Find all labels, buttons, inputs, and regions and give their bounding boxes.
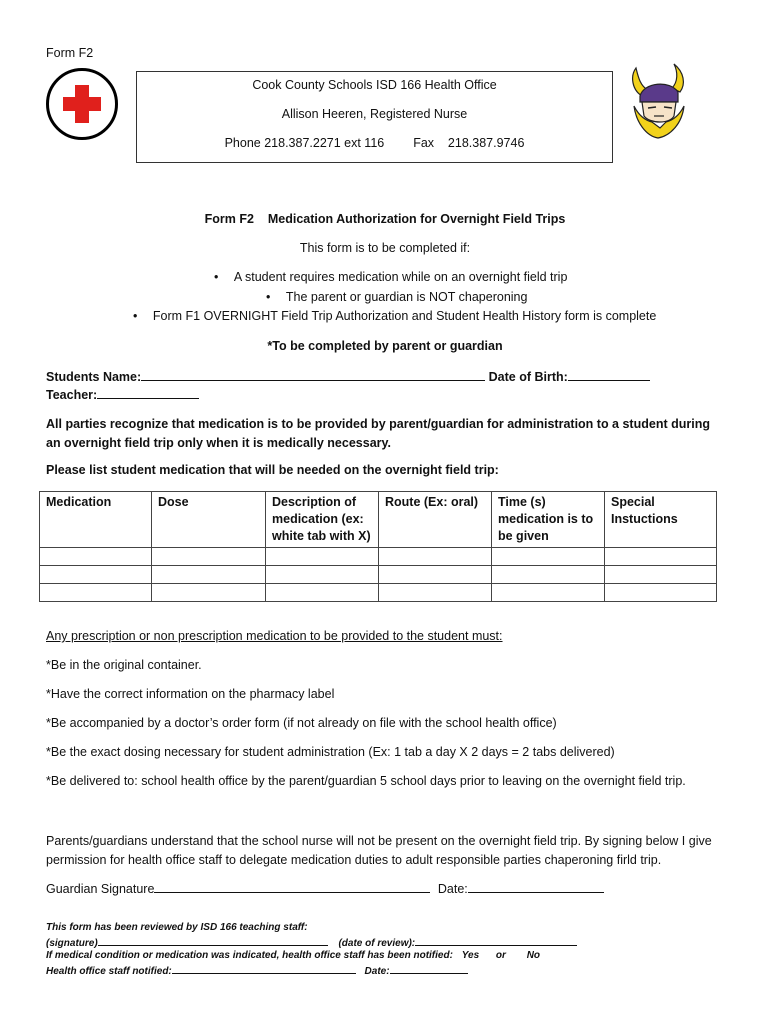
footer-staff-label: Health office staff notified: [46,966,172,977]
header-route: Route (Ex: oral) [379,492,492,548]
requirement-item: *Be the exact dosing necessary for student administration (Ex: 1 tab a day X 2 days = 2 tabs delivered) [46,745,615,759]
footer-yes-option[interactable]: Yes [461,950,480,961]
table-row [40,548,717,566]
table-cell[interactable] [492,566,605,584]
table-cell[interactable] [152,584,266,602]
table-cell[interactable] [605,548,717,566]
footer-signature-row [46,936,577,949]
requirement-item: *Be delivered to: school health office by the parent/guardian 5 school days prior to leaving on the overnight field trip. [46,774,686,788]
red-cross-icon [46,68,118,140]
header-nurse: Allison Heeren, Registered Nurse [281,107,468,121]
condition-item: • Form F1 OVERNIGHT Field Trip Authorization and Student Health History form is complete [133,309,657,323]
footer-signature-label: (signature) [46,938,98,949]
footer-staff-field[interactable] [172,964,356,974]
requirements-heading: Any prescription or non prescription medication to be provided to the student must: [46,629,503,643]
statement: All parties recognize that medication is to be provided by parent/guardian for administration to a student during an overnight field trip only when it is medically necessary. [46,417,710,450]
requirement-item: *Be in the original container. [46,658,202,672]
table-cell[interactable] [605,584,717,602]
teacher-row [46,386,199,402]
condition-item: • A student requires medication while on an overnight field trip [214,270,568,284]
table-cell[interactable] [605,566,717,584]
footer-date-field[interactable] [390,964,468,974]
table-cell[interactable] [379,566,492,584]
table-row [40,584,717,602]
bullet-icon: • [133,309,138,323]
guardian-date-label: Date: [437,882,468,896]
requirement-item: *Be accompanied by a doctor’s order form (if not already on file with the school health office) [46,716,557,730]
condition-item: • The parent or guardian is NOT chaperoning [266,290,528,304]
table-cell[interactable] [379,584,492,602]
student-name-field[interactable] [141,368,485,381]
header-special: Special Instuctions [605,492,717,548]
footer-signature-field[interactable] [98,936,328,946]
table-cell[interactable] [266,566,379,584]
requirement-item: *Have the correct information on the pharmacy label [46,687,335,701]
guardian-date-field[interactable] [468,880,604,893]
table-cell[interactable] [40,548,152,566]
student-name-label: Students Name: [46,370,142,384]
guardian-signature-field[interactable] [154,880,430,893]
dob-label: Date of Birth: [488,370,568,384]
table-cell[interactable] [492,548,605,566]
footer-notified-question: If medical condition or medication was indicated, health office staff has been notified: [46,950,453,961]
page-title: Form F2 Medication Authorization for Overnight Field Trips [204,212,566,226]
viking-mascot-icon [626,62,692,140]
header-office: Cook County Schools ISD 166 Health Office [252,78,497,92]
table-cell[interactable] [492,584,605,602]
guardian-signature-row [46,880,604,896]
teacher-label: Teacher: [46,388,98,402]
intro-text: This form is to be completed if: [299,241,471,255]
header-dose: Dose [152,492,266,548]
table-cell[interactable] [266,584,379,602]
header-description: Description of medication (ex: white tab with X) [266,492,379,548]
consent-text: Parents/guardians understand that the school nurse will not be present on the overnight field trip. By signing below I give permission for health office staff to delegate medication duties to adult responsible parties chaperoning firld trip. [46,834,712,867]
table-cell[interactable] [266,548,379,566]
list-prompt: Please list student medication that will be needed on the overnight field trip: [46,463,499,477]
table-cell[interactable] [40,566,152,584]
footer-notified-row [46,950,540,961]
table-header-row [40,492,717,548]
header-phone: Phone 218.387.2271 ext 116 [224,136,385,150]
footer-review-date-field[interactable] [415,936,577,946]
bullet-icon: • [214,270,219,284]
footer-date-label: Date: [364,966,390,977]
header-medication: Medication [40,492,152,548]
table-cell[interactable] [379,548,492,566]
teacher-field[interactable] [97,386,199,399]
medication-table [39,491,717,602]
table-cell[interactable] [152,566,266,584]
form-id: Form F2 [46,46,94,60]
table-row [40,566,717,584]
table-cell[interactable] [152,548,266,566]
dob-field[interactable] [568,368,650,381]
guardian-signature-label: Guardian Signature [46,882,155,896]
footer-or: or [495,950,506,961]
bullet-icon: • [266,290,271,304]
table-cell[interactable] [40,584,152,602]
footer-reviewed: This form has been reviewed by ISD 166 teaching staff: [46,922,308,933]
header-time: Time (s) medication is to be given [492,492,605,548]
student-name-row [46,368,650,384]
completed-by-note: *To be completed by parent or guardian [267,339,503,353]
footer-staff-row [46,964,468,977]
footer-review-date-label: (date of review): [338,938,416,949]
header-box [136,71,613,163]
footer-no-option[interactable]: No [526,950,541,961]
header-contact [137,136,612,150]
header-fax: Fax 218.387.9746 [413,136,525,150]
